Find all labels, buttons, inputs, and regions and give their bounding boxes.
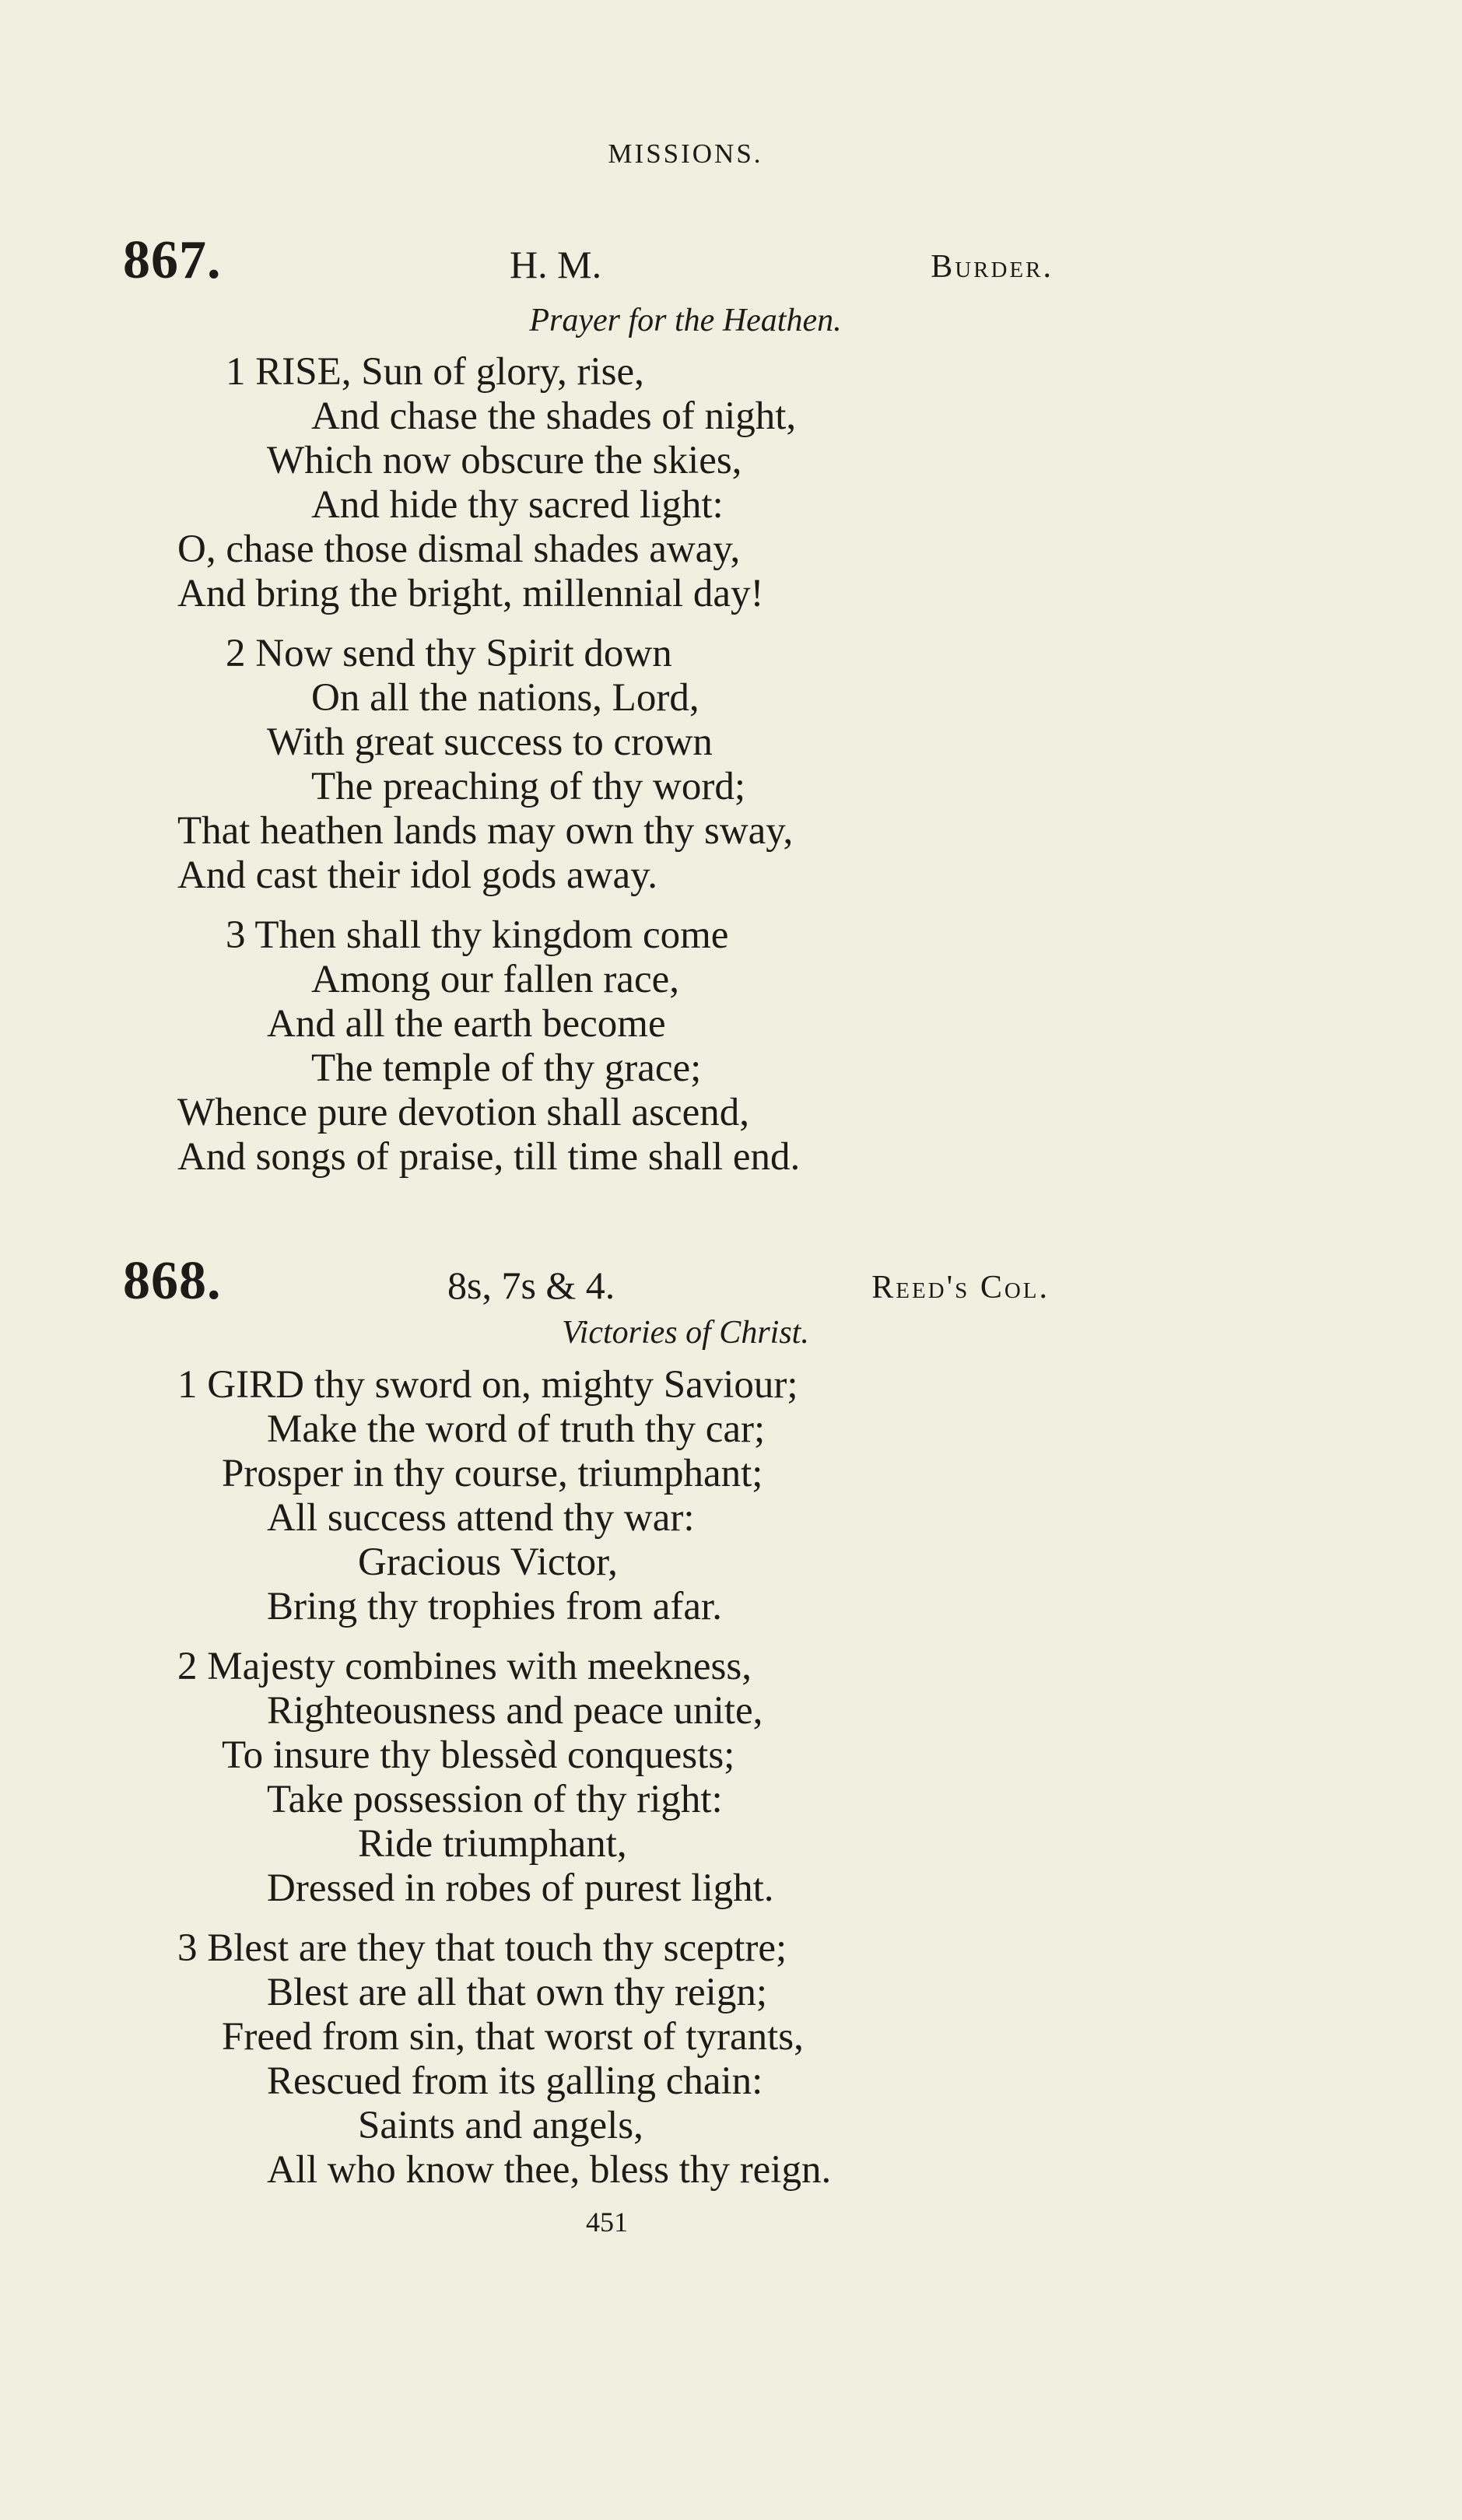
verse-line: Ride triumphant,	[358, 1822, 627, 1866]
verse-line: And all the earth become	[267, 1002, 666, 1046]
verse-line: 2 Majesty combines with meekness,	[177, 1645, 752, 1688]
hymn-header-867	[0, 230, 1462, 290]
verse-line: 2 Now send thy Spirit down	[226, 632, 672, 675]
verse-line: 1 GIRD thy sword on, mighty Saviour;	[177, 1363, 798, 1407]
verse-line: Rescued from its galling chain:	[267, 2059, 763, 2103]
verse-line: Among our fallen race,	[311, 958, 679, 1001]
verse-line: O, chase those dismal shades away,	[177, 527, 741, 571]
hymn-number: 867.	[123, 230, 222, 290]
verse-line: Dressed in robes of purest light.	[267, 1866, 774, 1910]
hymn-header-868	[0, 1251, 1462, 1311]
verse-line: Take possession of thy right:	[267, 1778, 723, 1821]
hymn-number: 868.	[123, 1251, 222, 1311]
verse-line: Saints and angels,	[358, 2104, 643, 2147]
hymn-tune: Burder.	[931, 249, 1054, 285]
verse-line: Whence pure devotion shall ascend,	[177, 1091, 749, 1134]
verse-line: Which now obscure the skies,	[267, 439, 742, 482]
verse-line: Make the word of truth thy car;	[267, 1407, 766, 1451]
verse-line: Blest are all that own thy reign;	[267, 1971, 768, 2014]
verse-line: That heathen lands may own thy sway,	[177, 809, 794, 853]
verse-line: Bring thy trophies from afar.	[267, 1585, 722, 1628]
verse-line: And cast their idol gods away.	[177, 853, 658, 897]
verse-line: All success attend thy war:	[267, 1496, 695, 1540]
verse-line: And bring the bright, millennial day!	[177, 572, 764, 615]
verse-line: Righteousness and peace unite,	[267, 1689, 763, 1733]
verse-line: And songs of praise, till time shall end.	[177, 1135, 801, 1179]
verse-line: All who know thee, bless thy reign.	[267, 2148, 832, 2192]
verse-line: Prosper in thy course, triumphant;	[222, 1452, 763, 1495]
verse-line: 3 Blest are they that touch thy sceptre;	[177, 1926, 787, 1970]
verse-line: The temple of thy grace;	[311, 1046, 702, 1090]
running-head: MISSIONS.	[608, 138, 763, 169]
hymn-tune: Reed's Col.	[871, 1270, 1050, 1306]
verse-line: The preaching of thy word;	[311, 765, 745, 808]
verse-line: 1 RISE, Sun of glory, rise,	[226, 350, 644, 394]
verse-line: With great success to crown	[267, 720, 713, 764]
verse-line: And chase the shades of night,	[311, 394, 797, 438]
verse-line: On all the nations, Lord,	[311, 676, 699, 720]
hymn-meter: 8s, 7s & 4.	[447, 1264, 615, 1307]
verse-line: Gracious Victor,	[358, 1540, 618, 1584]
verse-line: To insure thy blessèd conquests;	[222, 1733, 735, 1777]
page-number: 451	[586, 2206, 628, 2238]
hymn-meter: H. M.	[510, 243, 602, 286]
hymn-subtitle: Victories of Christ.	[562, 1315, 809, 1351]
verse-line: 3 Then shall thy kingdom come	[226, 913, 729, 957]
verse-line: And hide thy sacred light:	[311, 483, 724, 527]
hymn-subtitle: Prayer for the Heathen.	[529, 303, 842, 338]
verse-line: Freed from sin, that worst of tyrants,	[222, 2015, 804, 2059]
